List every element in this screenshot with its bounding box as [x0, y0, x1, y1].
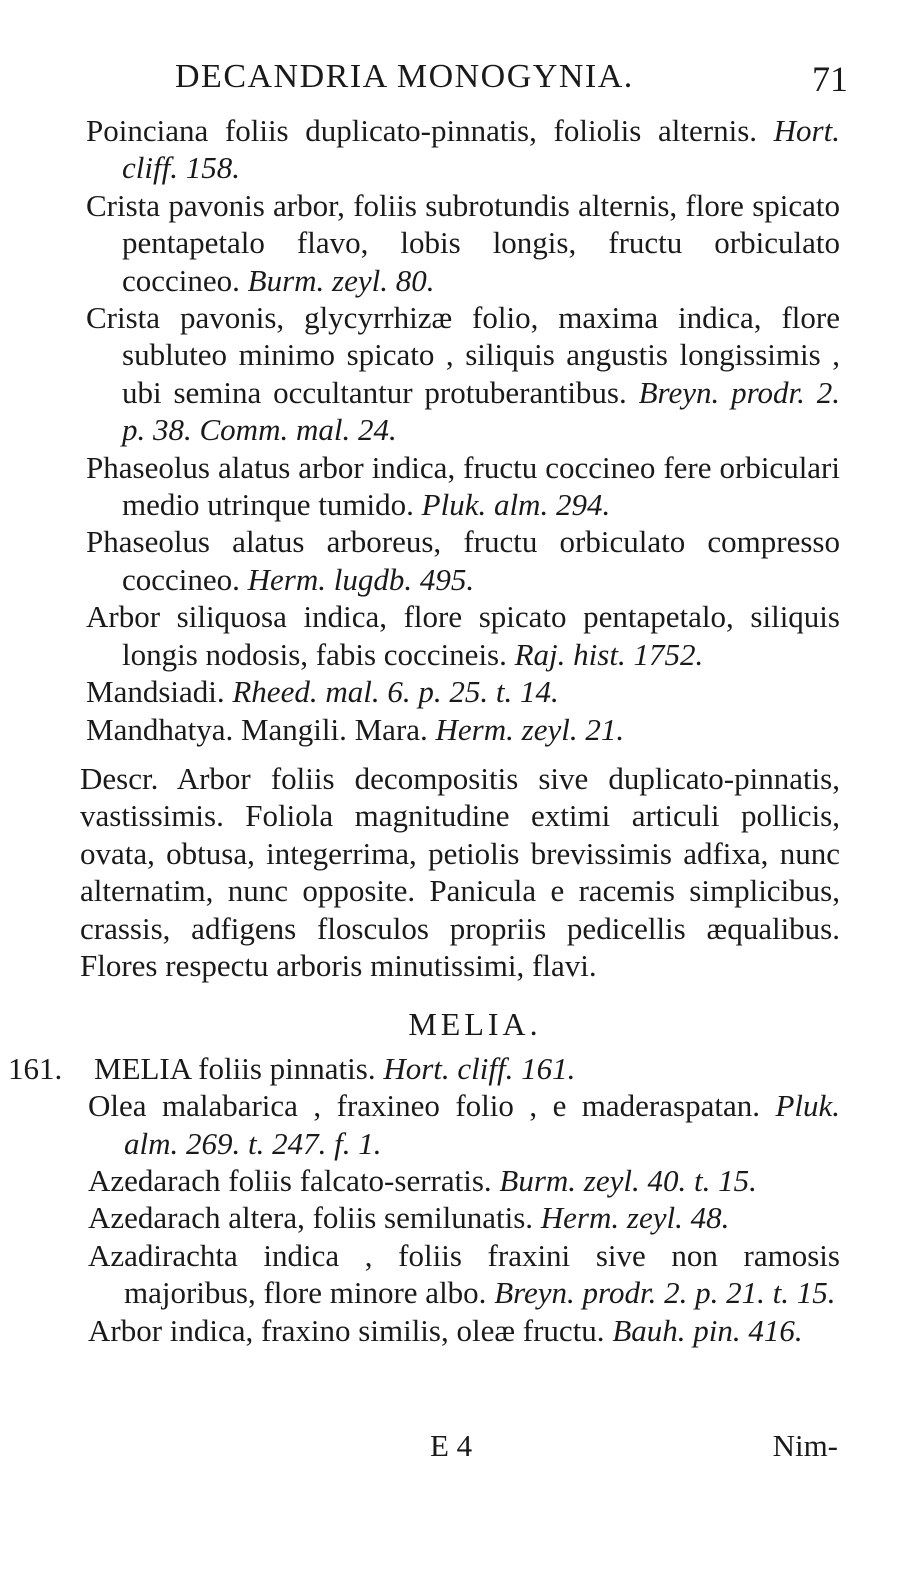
synonym-text: Poinciana foliis duplicato-pinnatis, foliolis alternis.: [86, 113, 774, 148]
synonym-text: Mandsiadi.: [86, 674, 233, 710]
species-reference: Hort. cliff. 161.: [383, 1050, 576, 1086]
synonym-reference: Burm. zeyl. 40. t. 15.: [499, 1162, 757, 1198]
synonym-reference: Rheed. mal. 6. p. 25. t. 14.: [232, 674, 559, 710]
synonym-entry: [86, 112, 840, 187]
synonym-entry: [86, 299, 840, 449]
synonym-text: Arbor siliquosa indica, flore spicato pentapetalo, siliquis longis nodosis, fabis coccineis.: [86, 599, 840, 672]
synonym-entry: [88, 1162, 840, 1199]
catchword: Nim-: [772, 1428, 838, 1463]
synonym-reference: Breyn. prodr. 2. p. 21. t. 15.: [494, 1275, 836, 1311]
synonym-text: Phaseolus alatus arbor indica, fructu coccineo fere orbiculari medio utrinque tumido.: [86, 449, 840, 523]
species-number: 161.: [8, 1050, 63, 1086]
synonym-reference: Herm. zeyl. 21.: [435, 711, 625, 747]
synonym-entry: [86, 598, 840, 673]
species-name: MELIA foliis pinnatis.: [94, 1050, 384, 1086]
page-header: [0, 58, 900, 102]
synonym-text: Azedarach foliis falcato-serratis.: [88, 1162, 500, 1198]
page-number: 71: [812, 59, 848, 99]
species-entry: [8, 1050, 840, 1087]
synonym-text: Arbor indica, fraxino similis, oleæ fructu.: [88, 1312, 613, 1348]
synonym-reference: Herm. lugdb. 495.: [247, 561, 475, 597]
synonym-text: Crista pavonis, glycyrrhizæ folio, maxima indica, flore subluteo minimo spicato , siliquis angustis longissimis , ubi semina occultantur protuberantibus.: [86, 300, 840, 410]
synonym-reference: Bauh. pin. 416.: [612, 1312, 803, 1348]
species-description: Descr. Arbor foliis decompositis sive duplicato-pinnatis, vastissimis. Foliola magnitudine extimi articuli pollicis, ovata, obtusa, integerrima, petiolis brevissimis adfixa, nunc alternatim, nunc opposite. Panicula e racemis simplicibus, crassis, adfigens flosculos propriis pedicellis æqualibus. Flores respectu arboris minutissimi, flavi.: [80, 760, 840, 983]
synonym-reference: Raj. hist. 1752.: [514, 636, 704, 672]
melia-synonyms: [88, 1087, 840, 1349]
synonym-text: Crista pavonis arbor, foliis subrotundis alternis, flore spicato pentapetalo flavo, lobis longis, fructu orbiculato coccineo.: [86, 187, 840, 298]
synonym-reference: Pluk. alm. 294.: [421, 487, 611, 523]
synonym-reference: Hort. cliff. 158.: [122, 113, 840, 186]
synonym-reference: Breyn. prodr. 2. p. 38. Comm. mal. 24.: [122, 374, 840, 448]
poinciana-synonyms: [86, 112, 840, 748]
synonym-text: Phaseolus alatus arboreus, fructu orbiculato compresso coccineo.: [86, 524, 840, 597]
signature-mark: E 4: [430, 1428, 473, 1463]
synonym-entry: [88, 1087, 840, 1162]
running-title: DECANDRIA MONOGYNIA.: [175, 58, 634, 95]
synonym-text: Azedarach altera, foliis semilunatis.: [88, 1200, 541, 1236]
synonym-text: Mandhatya. Mangili. Mara.: [86, 711, 436, 747]
genus-heading: MELIA.: [408, 1006, 542, 1043]
page-footer: [0, 1428, 900, 1472]
synonym-entry: [86, 711, 840, 748]
synonym-entry: [86, 449, 840, 524]
synonym-entry: [88, 1312, 840, 1349]
synonym-entry: [86, 187, 840, 299]
synonym-entry: [86, 673, 840, 710]
synonym-entry: [88, 1237, 840, 1312]
page-body: [8, 112, 840, 1349]
synonym-entry: [86, 523, 840, 598]
synonym-reference: Burm. zeyl. 80.: [247, 262, 435, 298]
synonym-reference: Herm. zeyl. 48.: [540, 1200, 730, 1236]
synonym-reference: Pluk. alm. 269. t. 247. f. 1.: [124, 1088, 840, 1161]
synonym-text: Azadirachta indica , foliis fraxini sive non ramosis majoribus, flore minore albo.: [88, 1237, 840, 1311]
synonym-text: Olea malabarica , fraxineo folio , e maderaspatan.: [88, 1088, 776, 1124]
synonym-entry: [88, 1199, 840, 1236]
